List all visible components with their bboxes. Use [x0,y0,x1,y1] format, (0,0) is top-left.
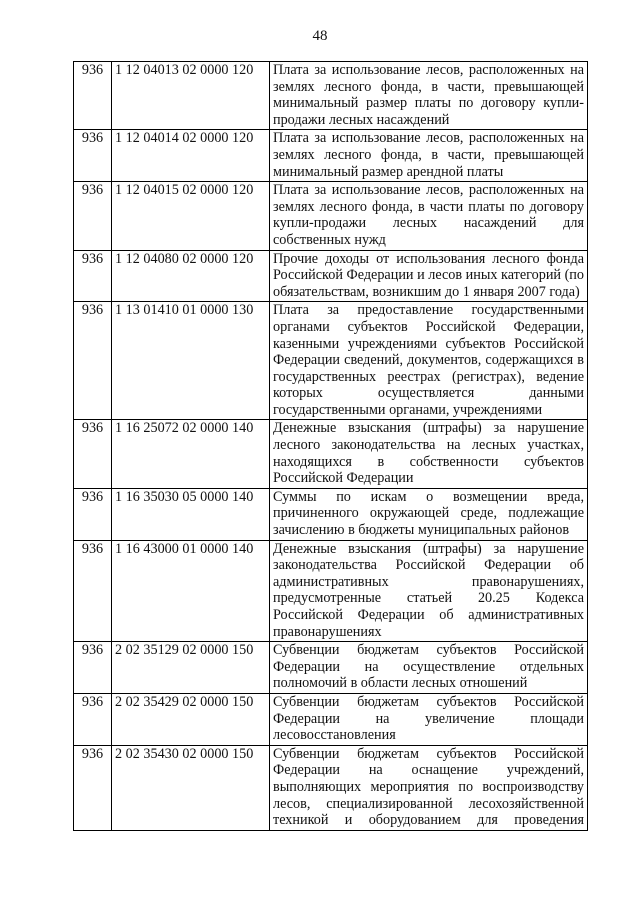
admin-code-cell: 936 [74,302,112,420]
revenue-name-cell: Субвенции бюджетам субъектов Российской Федерации на оснащение учреждений, выполняющих мероприятия по воспроизводству лесов, специализированной лесохозяйственной техникой и оборудованием для проведения [270,745,588,830]
admin-code-cell: 936 [74,693,112,745]
revenue-name-cell: Субвенции бюджетам субъектов Российской Федерации на увеличение площади лесовосстановления [270,693,588,745]
budget-code-cell: 1 16 43000 01 0000 140 [112,540,270,642]
budget-code-cell: 1 12 04013 02 0000 120 [112,62,270,130]
revenue-name-cell: Плата за использование лесов, расположенных на землях лесного фонда, в части, превышающей минимальный размер платы по договору купли-продажи лесных насаждений [270,62,588,130]
admin-code-cell: 936 [74,745,112,830]
revenue-name-cell: Денежные взыскания (штрафы) за нарушение законодательства Российской Федерации об административных правонарушениях, предусмотренные статьей 20.25 Кодекса Российской Федерации об административных правонарушениях [270,540,588,642]
budget-code-cell: 1 12 04015 02 0000 120 [112,182,270,250]
revenue-name-cell: Суммы по искам о возмещении вреда, причиненного окружающей среде, подлежащие зачислению в бюджеты муниципальных районов [270,488,588,540]
budget-code-cell: 2 02 35129 02 0000 150 [112,642,270,694]
budget-code-cell: 1 12 04014 02 0000 120 [112,130,270,182]
table-row [74,182,588,250]
budget-code-cell: 1 12 04080 02 0000 120 [112,250,270,302]
table-row [74,130,588,182]
table-row [74,642,588,694]
revenue-codes-table [73,61,588,831]
table-row [74,302,588,420]
budget-code-cell: 1 13 01410 01 0000 130 [112,302,270,420]
revenue-name-cell: Денежные взыскания (штрафы) за нарушение лесного законодательства на лесных участках, находящихся в собственности субъектов Российской Федерации [270,420,588,488]
admin-code-cell: 936 [74,130,112,182]
budget-code-cell: 2 02 35430 02 0000 150 [112,745,270,830]
table-row [74,693,588,745]
revenue-name-cell: Субвенции бюджетам субъектов Российской Федерации на осуществление отдельных полномочий в области лесных отношений [270,642,588,694]
table-row [74,745,588,830]
admin-code-cell: 936 [74,250,112,302]
revenue-name-cell: Плата за использование лесов, расположенных на землях лесного фонда, в части платы по договору купли-продажи лесных насаждений для собственных нужд [270,182,588,250]
budget-code-cell: 1 16 25072 02 0000 140 [112,420,270,488]
table-row [74,488,588,540]
table-row [74,540,588,642]
revenue-name-cell: Прочие доходы от использования лесного фонда Российской Федерации и лесов иных категорий (по обязательствам, возникшим до 1 января 2007 года) [270,250,588,302]
admin-code-cell: 936 [74,540,112,642]
table-row [74,420,588,488]
table-row [74,250,588,302]
budget-code-cell: 1 16 35030 05 0000 140 [112,488,270,540]
revenue-name-cell: Плата за использование лесов, расположенных на землях лесного фонда, в части, превышающей минимальный размер арендной платы [270,130,588,182]
page-number: 48 [312,28,328,44]
admin-code-cell: 936 [74,62,112,130]
revenue-name-cell: Плата за предоставление государственными органами субъектов Российской Федерации, казенными учреждениями субъектов Российской Федерации сведений, документов, содержащихся в государственных реестрах (регистрах), ведение которых осуществляется данными государственными органами, учреждениями [270,302,588,420]
admin-code-cell: 936 [74,642,112,694]
admin-code-cell: 936 [74,488,112,540]
admin-code-cell: 936 [74,420,112,488]
admin-code-cell: 936 [74,182,112,250]
table-row [74,62,588,130]
budget-code-cell: 2 02 35429 02 0000 150 [112,693,270,745]
